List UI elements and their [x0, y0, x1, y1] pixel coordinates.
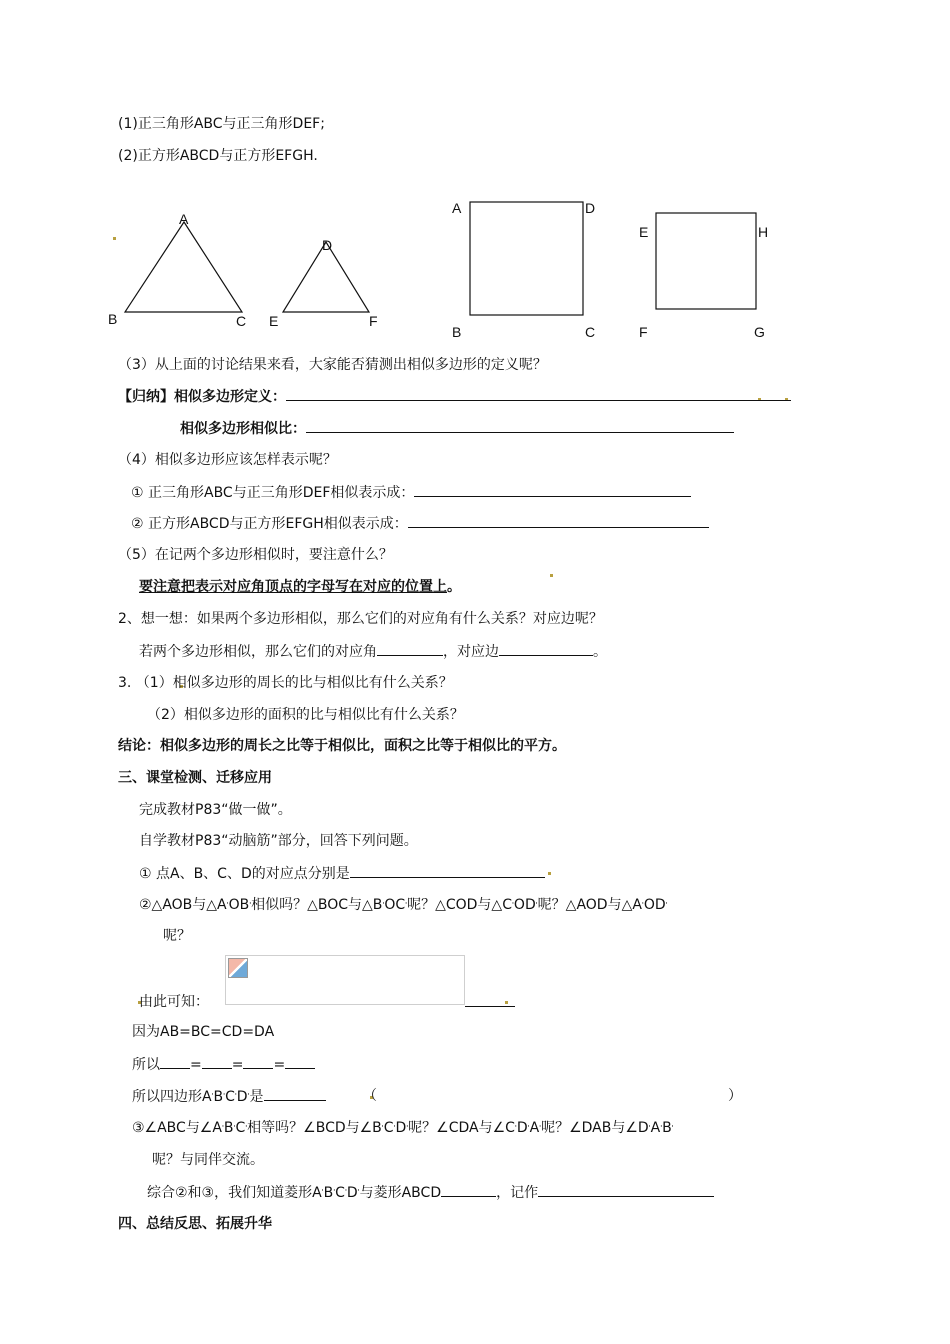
section-3-line-11: 呢？与同伴交流。 — [152, 1152, 264, 1168]
prime: ' — [245, 1124, 248, 1132]
blank[interactable] — [243, 1054, 273, 1069]
prime: ' — [221, 1124, 224, 1132]
section-3-line-5: 呢？ — [163, 928, 191, 944]
text: 呢？∠CDA与∠C — [408, 1120, 515, 1136]
label-d: D — [322, 237, 333, 253]
ratio-label: 相似多边形相似比： — [180, 421, 306, 437]
section-3-line-6 — [139, 992, 209, 1012]
prime: ' — [381, 1124, 384, 1132]
section-3-line-8 — [132, 1054, 315, 1075]
part-2-text-1: 若两个多边形相似，那么它们的对应角 — [139, 644, 377, 660]
text: C — [335, 1185, 345, 1201]
prime: ' — [406, 1124, 409, 1132]
prime: ' — [527, 1124, 530, 1132]
question-3: （3）从上面的讨论结果来看，大家能否猜测出相似多边形的定义呢？ — [118, 357, 547, 373]
text: OD — [643, 897, 666, 913]
text: C — [235, 1120, 246, 1136]
text: D — [346, 1185, 358, 1201]
text: B — [223, 1120, 234, 1136]
blank[interactable] — [202, 1054, 232, 1069]
quadrilateral-type-blank[interactable] — [264, 1086, 326, 1101]
label-a: A — [179, 211, 189, 227]
prime: ' — [382, 901, 385, 909]
summary-bracket: 【归纳】 — [118, 389, 174, 405]
label-f: F — [639, 324, 648, 340]
conclusion: 结论：相似多边形的周长之比等于相似比，面积之比等于相似比的平方。 — [118, 738, 566, 754]
text: OB — [228, 897, 250, 913]
section-3-title: 三、课堂检测、迁移应用 — [118, 770, 272, 786]
prime: ' — [226, 901, 229, 909]
equals: = — [231, 1057, 244, 1073]
text: OC — [384, 897, 406, 913]
text: B — [662, 1120, 672, 1136]
label-h: H — [758, 224, 769, 240]
label-d: D — [585, 200, 596, 216]
prime: ' — [333, 1188, 336, 1196]
section-3-line-2: 自学教材P83“动脑筋”部分，回答下列问题。 — [139, 833, 418, 849]
intro-item-2: (2)正方形ABCD与正方形EFGH. — [118, 148, 318, 164]
mark-dot — [550, 574, 553, 577]
text: ③∠ABC与∠A — [132, 1120, 222, 1136]
text: B — [213, 1089, 224, 1105]
text: 是 — [249, 1089, 264, 1105]
text: 所以 — [132, 1057, 160, 1073]
text: ，记作 — [496, 1185, 539, 1201]
text: A — [650, 1120, 661, 1136]
angle-blank[interactable] — [377, 641, 443, 656]
prime: ' — [247, 1092, 250, 1100]
section-3-line-10 — [132, 1118, 674, 1138]
label-b: B — [452, 324, 462, 340]
text: C — [225, 1089, 235, 1105]
text: D — [516, 1120, 528, 1136]
triangle-def — [269, 237, 378, 329]
section-3-line-9 — [132, 1086, 326, 1107]
question-4b-text: ② 正方形ABCD与正方形EFGH相似表示成： — [131, 516, 408, 532]
mark-dot — [548, 872, 551, 875]
prime: ' — [393, 1124, 396, 1132]
summary-definition-line — [118, 386, 791, 407]
section-3-line-3 — [139, 863, 545, 884]
question-5-answer: 要注意把表示对应角顶点的字母写在对应的位置上。 — [139, 579, 461, 595]
text: OD — [513, 897, 536, 913]
ratio-blank[interactable] — [306, 418, 734, 433]
question-4a — [131, 482, 691, 503]
intro-item-1: (1)正三角形ABC与正三角形DEF; — [118, 116, 325, 132]
text: 综合②和③，我们知道菱形A — [147, 1185, 322, 1201]
question-4a-text: ① 正三角形ABC与正三角形DEF相似表示成： — [131, 485, 415, 501]
label-c: C — [236, 313, 247, 329]
prime: ' — [357, 1188, 360, 1196]
part-2-answer — [139, 641, 607, 662]
section-3-line-1: 完成教材P83“做一做”。 — [139, 802, 292, 818]
text: 与菱形ABCD — [359, 1185, 442, 1201]
blank[interactable] — [285, 1054, 315, 1069]
label-g: G — [754, 324, 765, 340]
prime: ' — [514, 1124, 517, 1132]
prime: ' — [535, 901, 538, 909]
part-2-text-3: 。 — [593, 644, 607, 660]
part-2-text-2: ，对应边 — [443, 644, 499, 660]
text: 相等吗？∠BCD与∠B — [247, 1120, 382, 1136]
prime: ' — [641, 901, 644, 909]
ratio-line — [180, 418, 734, 439]
text: D — [395, 1120, 407, 1136]
notation-blank[interactable] — [538, 1182, 714, 1197]
therefore-blank[interactable] — [465, 992, 515, 1007]
text: A — [529, 1120, 540, 1136]
open-paren: （ — [363, 1088, 377, 1104]
prime: ' — [233, 1124, 236, 1132]
question-4a-blank[interactable] — [414, 482, 691, 497]
label-a: A — [452, 200, 462, 216]
embedded-image-frame — [225, 955, 465, 1005]
prime: ' — [665, 901, 668, 909]
text: 相似吗？△BOC与△B — [251, 897, 383, 913]
definition-blank[interactable] — [286, 386, 791, 401]
prime: ' — [539, 1124, 542, 1132]
triangle-abc — [108, 211, 246, 329]
definition-label: 相似多边形定义： — [174, 389, 286, 405]
equals: = — [190, 1057, 202, 1073]
broken-image-icon — [228, 958, 248, 978]
question-5-answer-text: 要注意把表示对应角顶点的字母写在对应的位置上 — [139, 579, 447, 595]
label-c: C — [585, 324, 596, 340]
text: 呢？△COD与△C — [407, 897, 512, 913]
question-4b — [131, 513, 709, 534]
text: 呢？∠DAB与∠D — [541, 1120, 649, 1136]
mark-dot — [113, 237, 116, 240]
text: 呢？△AOD与△A — [537, 897, 642, 913]
text: 所以四边形A — [132, 1089, 212, 1105]
corresponding-points-blank[interactable] — [350, 863, 545, 878]
text: B — [323, 1185, 334, 1201]
prime: ' — [511, 901, 514, 909]
question-5: （5）在记两个多边形相似时，要注意什么？ — [118, 547, 393, 563]
text: D — [236, 1089, 248, 1105]
prime: ' — [671, 1124, 674, 1132]
label-f: F — [369, 313, 378, 329]
part-2-question: 2、想一想：如果两个多边形相似，那么它们的对应角有什么关系？对应边呢？ — [118, 611, 603, 627]
label-e: E — [639, 224, 649, 240]
section-4-title: 四、总结反思、拓展升华 — [118, 1216, 272, 1232]
question-4b-blank[interactable] — [408, 513, 709, 528]
close-paren: ） — [728, 1088, 742, 1104]
label-b: B — [108, 311, 118, 327]
prime: ' — [321, 1188, 324, 1196]
prime: ' — [234, 1092, 237, 1100]
part-3-question-1: 3. （1）相似多边形的周长的比与相似比有什么关系？ — [118, 675, 453, 691]
side-blank[interactable] — [499, 641, 593, 656]
corresponding-points-text: ① 点A、B、C、D的对应点分别是 — [139, 866, 350, 882]
relation-blank[interactable] — [441, 1182, 496, 1197]
question-4: （4）相似多边形应该怎样表示呢？ — [118, 452, 337, 468]
part-3-question-2: （2）相似多边形的面积的比与相似比有什么关系？ — [147, 707, 464, 723]
text: C — [383, 1120, 394, 1136]
label-e: E — [269, 313, 279, 329]
section-3-line-12 — [147, 1182, 714, 1203]
blank[interactable] — [160, 1054, 190, 1069]
prime: ' — [405, 901, 408, 909]
prime: ' — [648, 1124, 651, 1132]
prime: ' — [223, 1092, 226, 1100]
square-abcd — [452, 200, 595, 340]
prime: ' — [211, 1092, 214, 1100]
equals: = — [273, 1057, 286, 1073]
section-3-line-4 — [139, 895, 668, 915]
prime: ' — [249, 901, 252, 909]
text: ②△AOB与△A — [139, 897, 227, 913]
square-efgh — [639, 213, 768, 340]
therefore-label: 由此可知： — [139, 994, 209, 1010]
prime: ' — [660, 1124, 663, 1132]
section-3-line-7: 因为AB=BC=CD=DA — [132, 1024, 275, 1040]
prime: ' — [344, 1188, 347, 1196]
